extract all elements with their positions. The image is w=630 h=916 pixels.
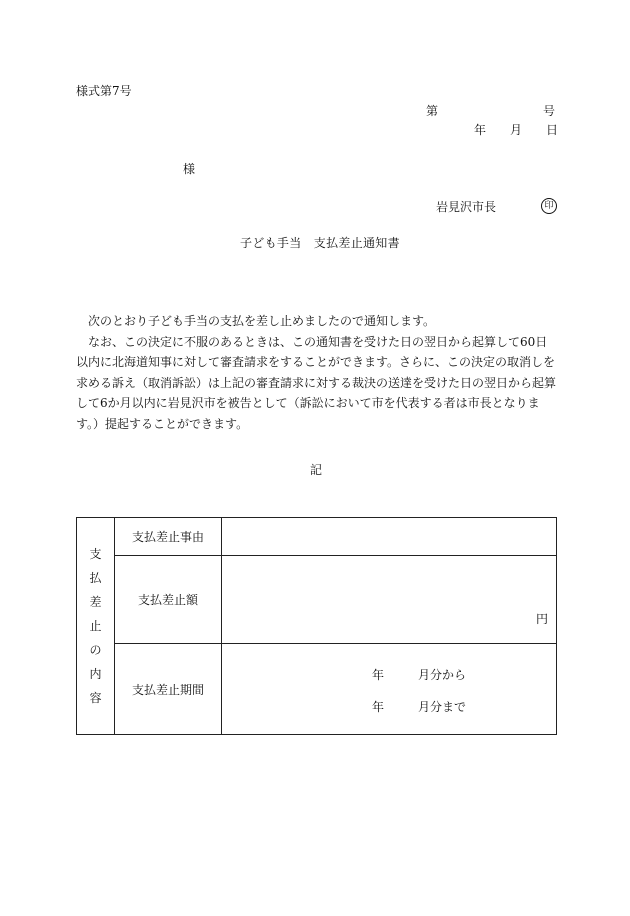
side-label-char: 容 — [89, 691, 102, 705]
date-day-label: 日 — [546, 123, 559, 137]
body-text — [76, 311, 558, 434]
form-number: 様式第7号 — [76, 84, 132, 98]
period-label-cell: 支払差止期間 — [115, 644, 222, 735]
period-from-year-label: 年 — [372, 668, 385, 682]
document-number-prefix: 第 — [426, 104, 439, 118]
ki-label: 記 — [310, 463, 323, 477]
side-label-char: 支 — [89, 547, 102, 561]
side-label-char: 止 — [89, 619, 102, 633]
recipient-honorific: 様 — [183, 162, 196, 176]
period-value-cell[interactable] — [222, 644, 557, 735]
amount-label-cell: 支払差止額 — [115, 556, 222, 644]
side-label-char: 払 — [89, 571, 102, 585]
period-to-month-label: 月分まで — [418, 700, 467, 714]
issuer-name: 岩見沢市長 — [436, 200, 497, 214]
date-year-label: 年 — [474, 123, 487, 137]
body-paragraph-appeal: なお、この決定に不服のあるときは、この通知書を受けた日の翌日から起算して60日以内に北海道知事に対して審査請求をすることができます。さらに、この決定の取消しを求める訴え（取消訴訟）は上記の審査請求に対する裁決の送達を受けた日の翌日から起算して6か月以内に岩見沢市を被告として（訴訟において市を代表する者は市長となります。）提起することができます。 — [76, 334, 557, 431]
side-label-char: の — [89, 643, 102, 657]
period-to-year-label: 年 — [372, 700, 385, 714]
date-month-label: 月 — [510, 123, 523, 137]
document-title: 子ども手当 支払差止通知書 — [240, 236, 400, 250]
side-label-char: 差 — [89, 595, 102, 609]
period-from-month-label: 月分から — [418, 668, 467, 682]
amount-unit: 円 — [535, 612, 548, 626]
seal-mark: 印 — [541, 198, 557, 214]
body-paragraph-notice: 次のとおり子ども手当の支払を差し止めましたので通知します。 — [76, 314, 436, 328]
side-label-char: 内 — [89, 667, 102, 681]
detail-table — [76, 517, 557, 735]
document-number-suffix: 号 — [543, 104, 556, 118]
reason-value-cell[interactable] — [222, 518, 557, 556]
reason-label-cell: 支払差止事由 — [115, 518, 222, 556]
side-label-cell — [77, 518, 115, 735]
amount-value-cell[interactable] — [222, 556, 557, 644]
